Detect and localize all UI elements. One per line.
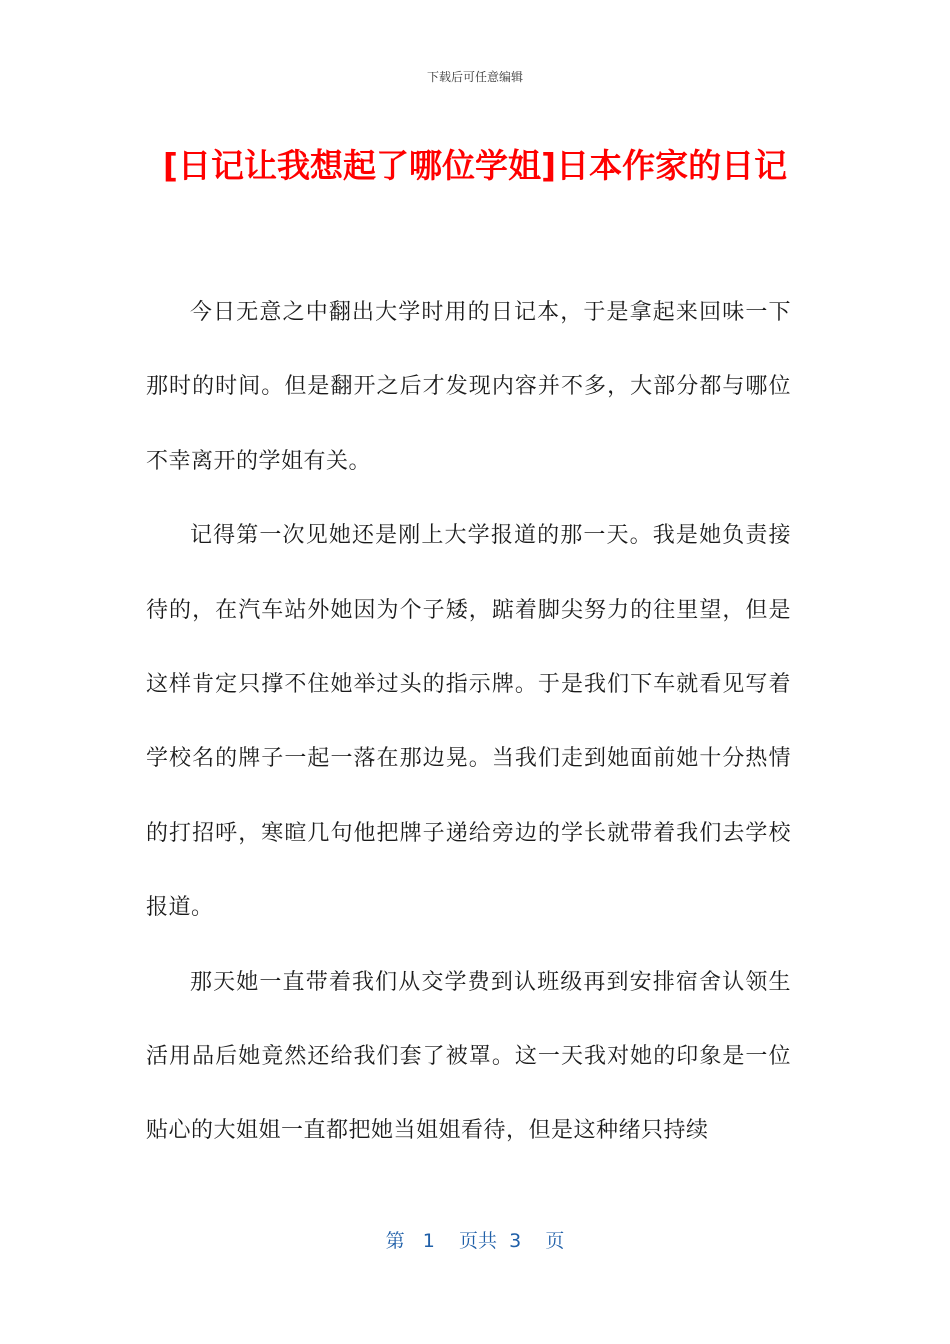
footer-current-page: 1 <box>422 1230 435 1252</box>
header-note: 下载后可任意编辑 <box>426 70 523 84</box>
document-body <box>146 276 791 1169</box>
paragraph: 记得第一次见她还是刚上大学报道的那一天。我是她负责接待的，在汽车站外她因为个子矮，踮着脚尖努力的往里望，但是这样肯定只撑不住她举过头的指示牌。于是我们下车就看见写着学校名的牌子一起一落在那边晃。当我们走到她面前她十分热情的打招呼，寒暄几句他把牌子递给旁边的学长就带着我们去学校报道。 <box>146 523 791 921</box>
page-footer <box>0 1226 950 1253</box>
document-title: [日记让我想起了哪位学姐]日本作家的日记 <box>162 146 788 185</box>
paragraph: 今日无意之中翻出大学时用的日记本，于是拿起来回味一下那时的时间。但是翻开之后才发现内容并不多，大部分都与哪位不幸离开的学姐有关。 <box>146 300 791 474</box>
footer-total-pages: 3 <box>509 1230 522 1252</box>
paragraph: 那天她一直带着我们从交学费到认班级再到安排宿舍认领生活用品后她竟然还给我们套了被罩。这一天我对她的印象是一位贴心的大姐姐一直都把她当姐姐看待，但是这种绪只持续 <box>146 969 791 1144</box>
footer-suffix: 页 <box>545 1230 565 1252</box>
footer-middle: 页共 <box>459 1230 498 1252</box>
footer-prefix: 第 <box>385 1230 405 1252</box>
